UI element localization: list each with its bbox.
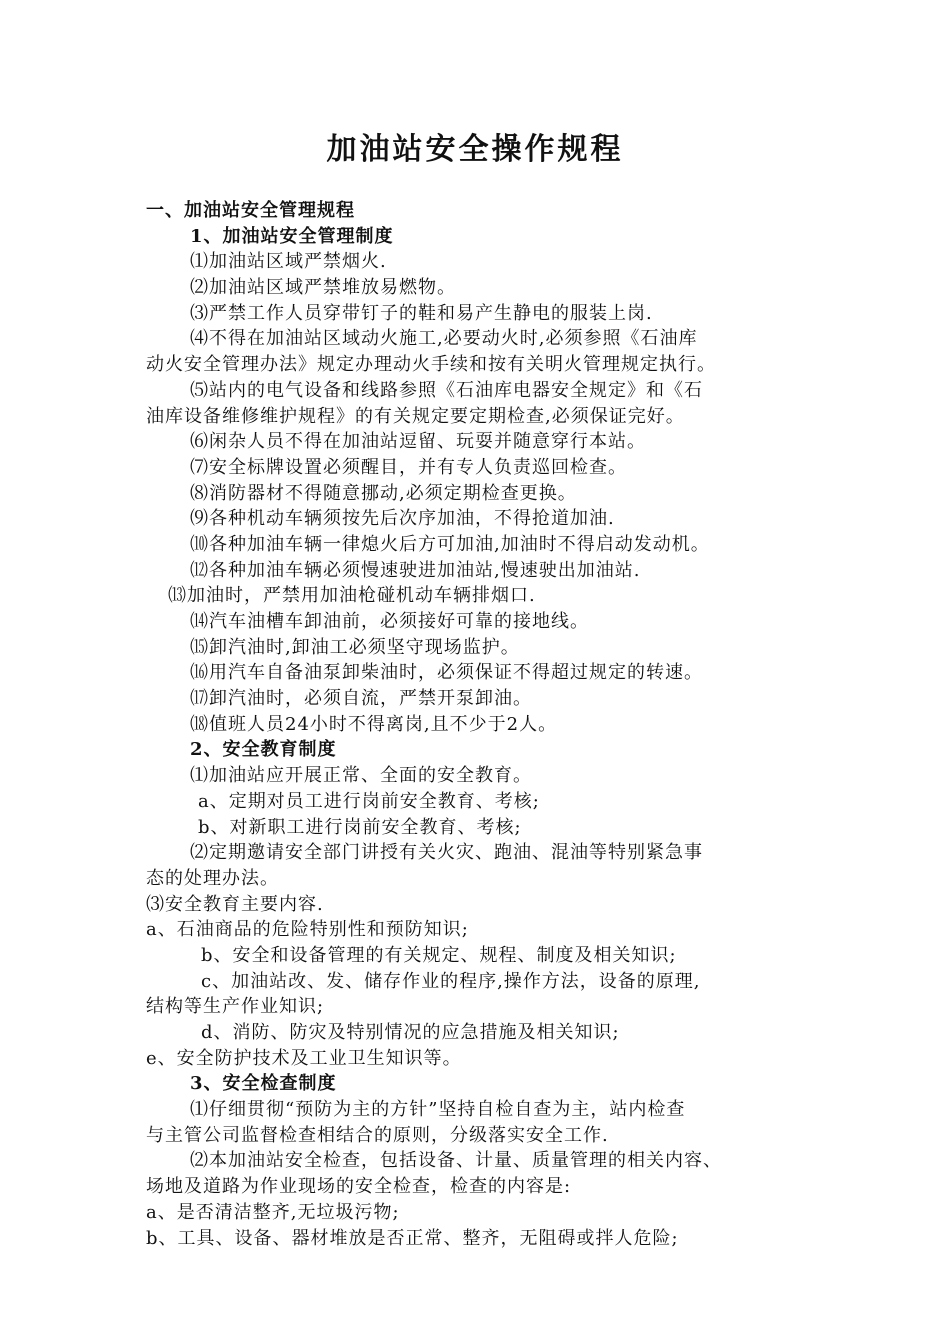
paragraph-line: a、定期对员工进行岗前安全教育、考核;: [198, 790, 540, 812]
paragraph-line: ⑴加油站区域严禁烟火.: [190, 251, 387, 273]
subsection-heading-3: 3、安全检查制度: [190, 1073, 337, 1095]
document-title: 加油站安全操作规程: [326, 132, 624, 167]
paragraph-line: ⑴仔细贯彻“预防为主的方针”坚持自检自查为主，站内检查: [190, 1099, 686, 1121]
paragraph-line: ⑺安全标牌设置必须醒目，并有专人负责巡回检查。: [190, 456, 627, 478]
section-heading-1: 一、加油站安全管理规程: [146, 200, 355, 221]
paragraph-line: b、工具、设备、器材堆放是否正常、整齐，无阻碍或拌人危险;: [146, 1227, 679, 1249]
paragraph-line: 动火安全管理办法》规定办理动火手续和按有关明火管理规定执行。: [146, 354, 716, 376]
paragraph-line: ⑶安全教育主要内容.: [146, 893, 324, 915]
paragraph-line: ⒂卸汽油时,卸油工必须坚守现场监护。: [190, 636, 520, 658]
paragraph-line: ⑻消防器材不得随意挪动,必须定期检查更换。: [190, 482, 577, 504]
subsection-heading-1: 1、加油站安全管理制度: [190, 225, 394, 247]
paragraph-line: a、是否清洁整齐,无垃圾污物;: [146, 1201, 400, 1223]
paragraph-line: 场地及道路为作业现场的安全检查，检查的内容是:: [146, 1176, 572, 1198]
paragraph-line: ⑷不得在加油站区域动火施工,必要动火时,必须参照《石油库: [190, 328, 698, 350]
paragraph-line: 态的处理办法。: [146, 867, 279, 889]
paragraph-line: ⑵本加油站安全检查，包括设备、计量、质量管理的相关内容、: [190, 1150, 722, 1172]
paragraph-line: b、对新职工进行岗前安全教育、考核;: [198, 816, 522, 838]
paragraph-line: ⑶严禁工作人员穿带钉子的鞋和易产生静电的服装上岗.: [190, 302, 653, 324]
paragraph-line: ⒅值班人员24小时不得离岗,且不少于2人。: [190, 713, 558, 735]
paragraph-line: a、石油商品的危险特别性和预防知识;: [146, 919, 469, 941]
paragraph-line: ⒀加油时，严禁用加油枪碰机动车辆排烟口.: [168, 585, 536, 607]
paragraph-line: ⑵定期邀请安全部门讲授有关火灾、跑油、混油等特别紧急事: [190, 842, 703, 864]
paragraph-line: ⒁汽车油槽车卸油前，必须接好可靠的接地线。: [190, 611, 589, 632]
paragraph-line: ⑴加油站应开展正常、全面的安全教育。: [190, 765, 532, 787]
paragraph-line: ⒄卸汽油时，必须自流，严禁开泵卸油。: [190, 688, 532, 710]
paragraph-line: ⑿各种加油车辆必须慢速驶进加油站,慢速驶出加油站.: [190, 559, 641, 581]
paragraph-line: 结构等生产作业知识;: [146, 996, 325, 1018]
paragraph-line: e、安全防护技术及工业卫生知识等。: [146, 1047, 462, 1069]
paragraph-line: 油库设备维修维护规程》的有关规定要定期检查,必须保证完好。: [146, 405, 685, 427]
paragraph-line: 与主管公司监督检查相结合的原则，分级落实安全工作.: [146, 1124, 609, 1146]
paragraph-line: ⑼各种机动车辆须按先后次序加油，不得抢道加油.: [190, 508, 615, 530]
paragraph-line: c、加油站改、发、储存作业的程序,操作方法，设备的原理,: [201, 970, 701, 992]
paragraph-line: ⑸站内的电气设备和线路参照《石油库电器安全规定》和《石: [190, 379, 703, 401]
paragraph-line: b、安全和设备管理的有关规定、规程、制度及相关知识;: [201, 944, 677, 966]
paragraph-line: d、消防、防灾及特别情况的应急措施及相关知识;: [201, 1022, 620, 1043]
paragraph-line: ⑽各种加油车辆一律熄火后方可加油,加油时不得启动发动机。: [190, 533, 710, 555]
paragraph-line: ⑵加油站区域严禁堆放易燃物。: [190, 277, 456, 299]
document-body: [146, 198, 826, 1251]
paragraph-line: ⒃用汽车自备油泵卸柴油时，必须保证不得超过规定的转速。: [190, 662, 703, 684]
subsection-heading-2: 2、安全教育制度: [190, 739, 337, 761]
paragraph-line: ⑹闲杂人员不得在加油站逗留、玩耍并随意穿行本站。: [190, 431, 646, 453]
